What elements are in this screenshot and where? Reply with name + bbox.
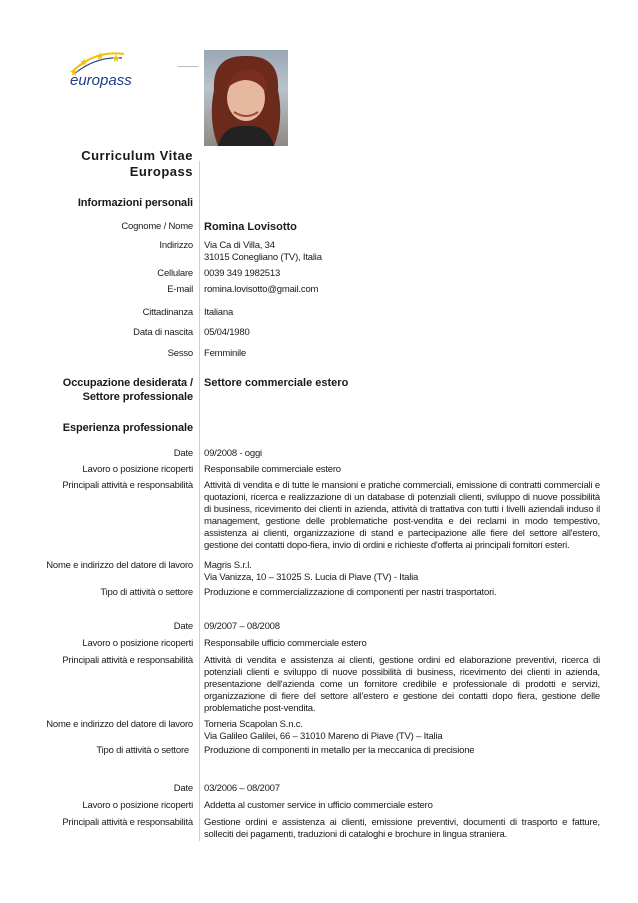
job1-activities-value: Attività di vendita e di tutte le mansioni e pratiche commerciali, emissione di contratti commerciali e quotazioni, ricerca e realizzazione di un database di potenziali clienti, sviluppo di nuove possibilità di business, ricevimento dei clienti in azienda, attività di trattativa con tutti i livelli aziendali induso il management, gestione delle problematiche post-vendita e dei reclami in modo tempestivo, assistenza ai clienti, organizzazione di stand e partecipazione alle fiere del settore all'estero, gestione dei contatti dopo-fiera, invio di ordini e richieste d'offerta ai principali fornitori esteri.	[204, 480, 600, 551]
job1-activities-label: Principali attività e responsabilità	[62, 480, 193, 491]
email-label: E-mail	[167, 284, 193, 295]
desired-occupation-heading-line1: Occupazione desiderata /	[62, 377, 193, 389]
desired-occupation-value: Settore commerciale estero	[204, 377, 349, 389]
nationality-value: Italiana	[204, 307, 234, 318]
cv-title-line1: Curriculum Vitae	[81, 148, 193, 163]
job2-employer-label: Nome e indirizzo del datore di lavoro	[46, 719, 193, 730]
job1-employer-line1: Magris S.r.l.	[204, 560, 252, 571]
job1-position-value: Responsabile commerciale estero	[204, 464, 341, 475]
job2-employer-value	[204, 719, 442, 743]
job2-date-value: 09/2007 – 08/2008	[204, 621, 280, 632]
experience-heading: Esperienza professionale	[62, 422, 193, 434]
job1-employer-value	[204, 560, 418, 584]
address-line2: 31015 Conegliano (TV), Italia	[204, 252, 322, 263]
job1-date-label: Date	[173, 448, 193, 459]
address-line1: Via Ca di Villa, 34	[204, 240, 275, 251]
birthdate-label: Data di nascita	[133, 327, 193, 338]
job3-date-value: 03/2006 – 08/2007	[204, 783, 280, 794]
job2-sector-value: Produzione di componenti in metallo per la meccanica di precisione	[204, 745, 475, 756]
address-value	[204, 240, 322, 264]
job2-employer-line1: Torneria Scapolan S.n.c.	[204, 719, 303, 730]
job2-position-value: Responsabile ufficio commerciale estero	[204, 638, 367, 649]
profile-photo	[204, 50, 288, 146]
email-value[interactable]: romina.lovisotto@gmail.com	[204, 284, 319, 295]
job1-position-label: Lavoro o posizione ricoperti	[82, 464, 193, 475]
logo-divider-line	[178, 66, 198, 67]
name-label: Cognome / Nome	[121, 221, 193, 232]
nationality-label: Cittadinanza	[142, 307, 193, 318]
address-label: Indirizzo	[159, 240, 193, 251]
job3-position-value: Addetta al customer service in ufficio commerciale estero	[204, 800, 433, 811]
job1-employer-line2: Via Vanizza, 10 – 31025 S. Lucia di Piave (TV) - Italia	[204, 572, 419, 583]
job3-date-label: Date	[173, 783, 193, 794]
name-value: Romina Lovisotto	[204, 221, 297, 233]
job3-activities-value: Gestione ordini e assistenza ai clienti, emissione preventivi, documenti di trasporto e fatture, solleciti dei pagamenti, traduzioni di cataloghi e brochure in lingua straniera.	[204, 817, 600, 840]
job2-position-label: Lavoro o posizione ricoperti	[82, 638, 193, 649]
job2-activities-label: Principali attività e responsabilità	[62, 655, 193, 666]
job2-activities-value: Attività di vendita e assistenza ai clienti, gestione ordini ed elaborazione preventivi, ricerca di potenziali clienti e sviluppo di nuove possibilità di business, ricevimento dei clienti in azienda, presentazione dell'azienda come un fornitore credibile e professionale di prodotti e servizi, organizzazione di fiere del settore all'estero e gestione dei contatti dopo fiera, gestione delle problematiche post-vendita.	[204, 655, 600, 714]
job2-sector-label: Tipo di attività o settore	[96, 745, 189, 756]
mobile-label: Cellulare	[157, 268, 193, 279]
europass-logo-text: europass	[70, 72, 132, 89]
job1-sector-label: Tipo di attività o settore	[100, 587, 193, 598]
cv-title	[81, 148, 193, 180]
cv-title-line2: Europass	[129, 164, 193, 179]
job2-date-label: Date	[173, 621, 193, 632]
job3-activities-label: Principali attività e responsabilità	[62, 817, 193, 828]
birthdate-value: 05/04/1980	[204, 327, 250, 338]
job1-sector-value: Produzione e commercializzazione di componenti per nastri trasportatori.	[204, 587, 497, 598]
sex-label: Sesso	[167, 348, 193, 359]
job1-date-value: 09/2008 - oggi	[204, 448, 262, 459]
europass-logo	[64, 48, 144, 92]
column-divider	[199, 161, 200, 841]
desired-occupation-heading-line2: Settore professionale	[82, 391, 193, 403]
mobile-value: 0039 349 1982513	[204, 268, 281, 279]
sex-value: Femminile	[204, 348, 247, 359]
personal-info-heading: Informazioni personali	[77, 197, 193, 209]
desired-occupation-heading	[63, 376, 193, 404]
job1-employer-label: Nome e indirizzo del datore di lavoro	[46, 560, 193, 571]
job3-position-label: Lavoro o posizione ricoperti	[82, 800, 193, 811]
job2-employer-line2: Via Galileo Galilei, 66 – 31010 Mareno di Piave (TV) – Italia	[204, 731, 443, 742]
